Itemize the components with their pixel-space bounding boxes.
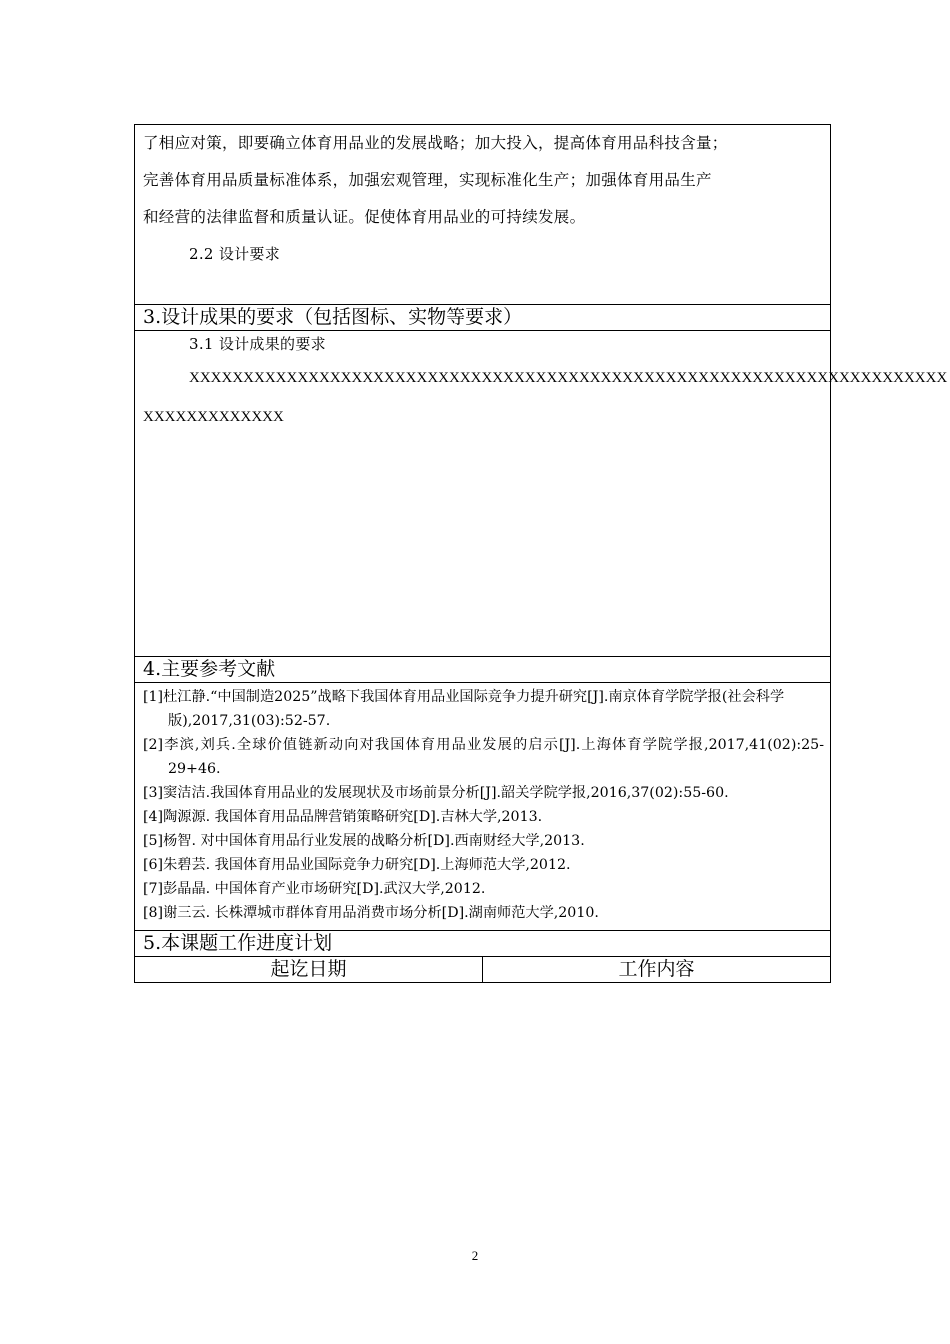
section-3-heading: 3.设计成果的要求（包括图标、实物等要求） (135, 305, 830, 331)
section-4-heading: 4.主要参考文献 (135, 657, 830, 683)
subheading-3-1: 3.1 设计成果的要求 (189, 335, 326, 353)
paragraph-line: 完善体育用品质量标准体系，加强宏观管理，实现标准化生产；加强体育用品生产 (143, 171, 712, 189)
reference-item: [8]谢三云. 长株潭城市群体育用品消费市场分析[D].湖南师范大学,2010. (143, 905, 599, 921)
section-5-heading: 5.本课题工作进度计划 (135, 931, 830, 957)
reference-item: [7]彭晶晶. 中国体育产业市场研究[D].武汉大学,2012. (143, 881, 486, 897)
section-3 (135, 305, 948, 657)
section-4 (135, 657, 830, 931)
placeholder-line: XXXXXXXXXXXXX (143, 409, 284, 425)
reference-item: [5]杨智. 对中国体育用品行业发展的战略分析[D].西南财经大学,2013. (143, 833, 585, 849)
paragraph-line: 了相应对策，即要确立体育用品业的发展战略；加大投入，提高体育用品科技含量； (143, 134, 728, 152)
reference-item: [2]李滨,刘兵.全球价值链新动向对我国体育用品业发展的启示[J].上海体育学院学报,2017,41(02):25-29+46. (143, 737, 824, 777)
section-2-paragraph (135, 125, 830, 273)
subheading-2-2: 2.2 设计要求 (189, 245, 281, 263)
form-table (134, 124, 948, 983)
section-2-body (135, 125, 830, 305)
column-header-content: 工作内容 (618, 958, 695, 980)
reference-item: [4]陶源源. 我国体育用品品牌营销策略研究[D].吉林大学,2013. (143, 809, 543, 825)
schedule-header-row (135, 957, 830, 982)
reference-item: [1]杜江静.“中国制造2025”战略下我国体育用品业国际竞争力提升研究[J].南京体育学院学报(社会科学版),2017,31(03):52-57. (143, 689, 785, 729)
page-number: 2 (471, 1248, 479, 1263)
section-5 (135, 931, 830, 982)
reference-list (135, 683, 830, 927)
column-header-date: 起讫日期 (135, 957, 483, 982)
placeholder-line: XXXXXXXXXXXXXXXXXXXXXXXXXXXXXXXXXXXXXXXXXXXXXXXXXXXXXXXXXXXXXXXXXXXXXX (189, 370, 948, 386)
paragraph-line: 和经营的法律监督和质量认证。促使体育用品业的可持续发展。 (143, 208, 586, 226)
section-3-body (135, 331, 948, 435)
reference-item: [6]朱碧芸. 我国体育用品业国际竞争力研究[D].上海师范大学,2012. (143, 857, 571, 873)
reference-item: [3]窦洁洁.我国体育用品业的发展现状及市场前景分析[J].韶关学院学报,2016,37(02):55-60. (143, 785, 729, 801)
